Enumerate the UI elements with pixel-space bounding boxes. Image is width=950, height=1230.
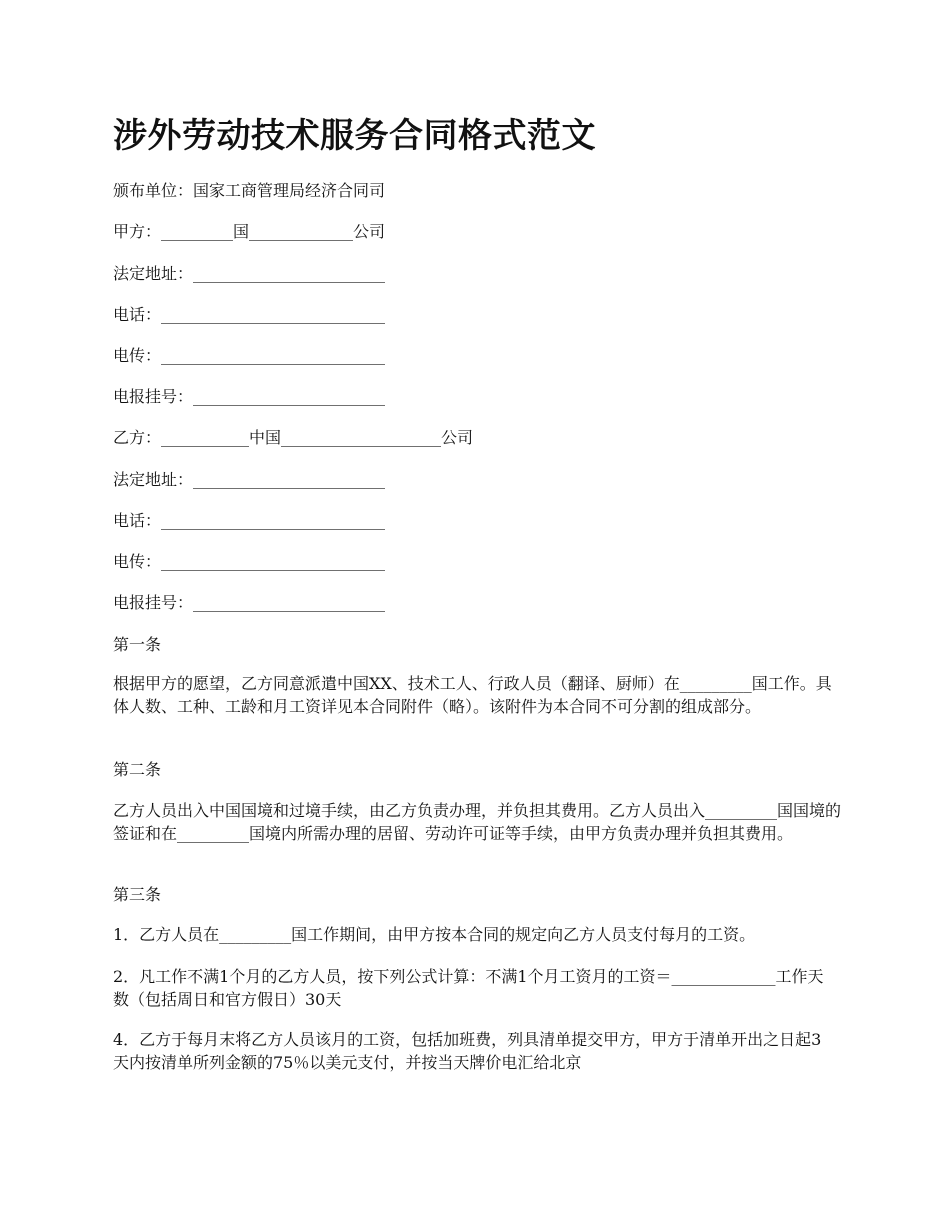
party-b-phone: 电话：____________________________	[113, 511, 386, 530]
party-a-telegraph: 电报挂号：________________________	[113, 387, 386, 406]
article-3-item-4: 4．乙方于每月末将乙方人员该月的工资，包括加班费，列具清单提交甲方，甲方于清单开出之日起3天内按清单所列金额的75％以美元支付，并按当天牌价电汇给北京	[113, 1030, 822, 1072]
party-a-fax: 电传：____________________________	[113, 346, 386, 365]
article-3-heading: 第三条	[113, 885, 162, 904]
article-1-text: 根据甲方的愿望，乙方同意派遣中国XX、技术工人、行政人员（翻译、厨师）在_________国工作。具体人数、工种、工龄和月工资详见本合同附件（略）。该附件为本合同不可分割的组成部分。	[113, 674, 832, 716]
party-a-address: 法定地址：________________________	[113, 264, 386, 283]
article-2-heading: 第二条	[113, 760, 162, 779]
party-a-name: 甲方：_________国_____________公司	[113, 222, 386, 241]
article-3-item-2: 2．凡工作不满1个月的乙方人员，按下列公式计算：不满1个月工资月的工资＝_____________工作天数（包括周日和官方假日）30天	[113, 967, 824, 1009]
document-title: 涉外劳动技术服务合同格式范文	[113, 116, 596, 156]
party-b-address: 法定地址：________________________	[113, 470, 386, 489]
article-1-heading: 第一条	[113, 635, 162, 654]
issuer-line: 颁布单位：国家工商管理局经济合同司	[113, 181, 386, 200]
party-a-phone: 电话：____________________________	[113, 305, 386, 324]
party-b-fax: 电传：____________________________	[113, 552, 386, 571]
party-b-telegraph: 电报挂号：________________________	[113, 593, 386, 612]
article-2-text: 乙方人员出入中国国境和过境手续，由乙方负责办理，并负担其费用。乙方人员出入_________国国境的签证和在_________国境内所需办理的居留、劳动许可证等手续，由甲方负责办理并负担其费用。	[113, 801, 842, 843]
party-b-name: 乙方：___________中国____________________公司	[113, 428, 474, 447]
article-3-item-1: 1．乙方人员在_________国工作期间，由甲方按本合同的规定向乙方人员支付每月的工资。	[113, 925, 756, 944]
